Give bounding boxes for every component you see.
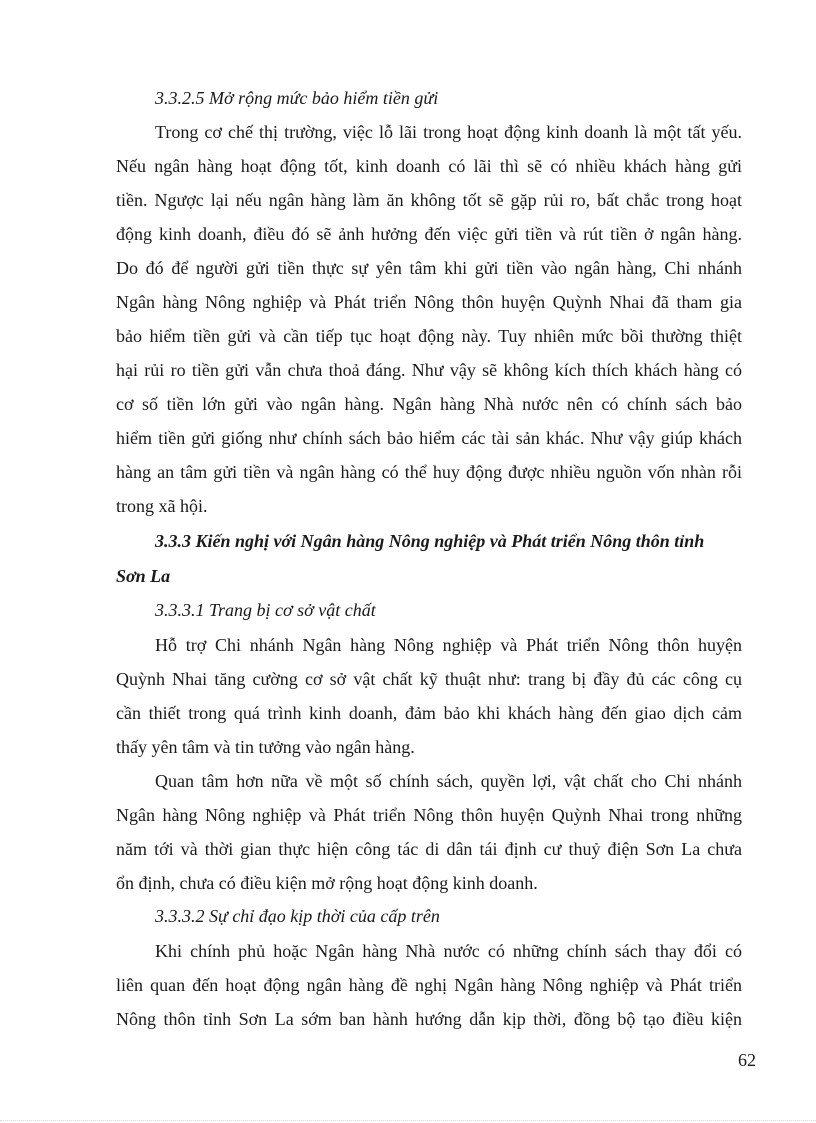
paragraph-line: thấy yên tâm và tin tưởng vào ngân hàng. — [116, 737, 415, 757]
paragraph-line: Ngân hàng Nông nghiệp và Phát triển Nông thôn huyện Quỳnh Nhai trong những — [116, 805, 742, 825]
paragraph-line: Ngân hàng Nông nghiệp và Phát triển Nông thôn huyện Quỳnh Nhai đã tham gia — [116, 292, 742, 312]
paragraph-line: hại rủi ro tiền gửi vẫn chưa thoả đáng. Như vậy sẽ không kích thích khách hàng có — [116, 360, 742, 380]
section-3332-heading: 3.3.3.2 Sự chỉ đạo kịp thời của cấp trên — [155, 906, 440, 926]
paragraph-line: Trong cơ chế thị trường, việc lỗ lãi trong hoạt động kinh doanh là một tất yếu. — [155, 122, 742, 142]
paragraph-line: trong xã hội. — [116, 496, 208, 516]
section-3325-heading: 3.3.2.5 Mở rộng mức bảo hiểm tiền gửi — [155, 88, 439, 108]
section-333-heading-cont: Sơn La — [116, 566, 171, 586]
paragraph-line: năm tới và thời gian thực hiện công tác di dân tái định cư thuỷ điện Sơn La chưa — [116, 839, 742, 859]
page-bottom-divider — [0, 1120, 816, 1121]
paragraph-line: tiền. Ngược lại nếu ngân hàng làm ăn không tốt sẽ gặp rủi ro, bất chắc trong hoạt — [116, 190, 742, 210]
paragraph-line: động kinh doanh, điều đó sẽ ảnh hưởng đến việc gửi tiền và rút tiền ở ngân hàng. — [116, 224, 742, 244]
paragraph-line: Nông thôn tỉnh Sơn La sớm ban hành hướng dẫn kịp thời, đồng bộ tạo điều kiện — [116, 1009, 742, 1029]
section-3331-heading: 3.3.3.1 Trang bị cơ sở vật chất — [155, 600, 376, 620]
paragraph-line: Khi chính phủ hoặc Ngân hàng Nhà nước có những chính sách thay đổi có — [155, 941, 742, 961]
paragraph-line: Nếu ngân hàng hoạt động tốt, kinh doanh có lãi thì sẽ có nhiều khách hàng gửi — [116, 156, 742, 176]
paragraph-line: Quan tâm hơn nữa về một số chính sách, quyền lợi, vật chất cho Chi nhánh — [155, 771, 742, 791]
paragraph-line: liên quan đến hoạt động ngân hàng đề nghị Ngân hàng Nông nghiệp và Phát triển — [116, 975, 742, 995]
paragraph-line: bảo hiểm tiền gửi và cần tiếp tục hoạt động này. Tuy nhiên mức bồi thường thiệt — [116, 326, 742, 346]
paragraph-line: hàng an tâm gửi tiền và ngân hàng có thể huy động được nhiều nguồn vốn nhàn rỗi — [116, 462, 742, 482]
section-333-heading: 3.3.3 Kiến nghị với Ngân hàng Nông nghiệp và Phát triển Nông thôn tỉnh — [155, 531, 705, 551]
paragraph-line: Do đó để người gửi tiền thực sự yên tâm khi gửi tiền vào ngân hàng, Chi nhánh — [116, 258, 742, 278]
paragraph-line: Quỳnh Nhai tăng cường cơ sở vật chất kỹ thuật như: trang bị đầy đủ các công cụ — [116, 669, 742, 689]
paragraph-line: ổn định, chưa có điều kiện mở rộng hoạt động kinh doanh. — [116, 873, 538, 893]
paragraph-line: cần thiết trong quá trình kinh doanh, đảm bảo khi khách hàng đến giao dịch cảm — [116, 703, 742, 723]
paragraph-line: hiểm tiền gửi giống như chính sách bảo hiểm các tài sản khác. Như vậy giúp khách — [116, 428, 742, 448]
paragraph-line: Hỗ trợ Chi nhánh Ngân hàng Nông nghiệp và Phát triển Nông thôn huyện — [155, 635, 742, 655]
page-number: 62 — [738, 1050, 756, 1070]
paragraph-line: cơ số tiền lớn gửi vào ngân hàng. Ngân hàng Nhà nước nên có chính sách bảo — [116, 394, 742, 414]
